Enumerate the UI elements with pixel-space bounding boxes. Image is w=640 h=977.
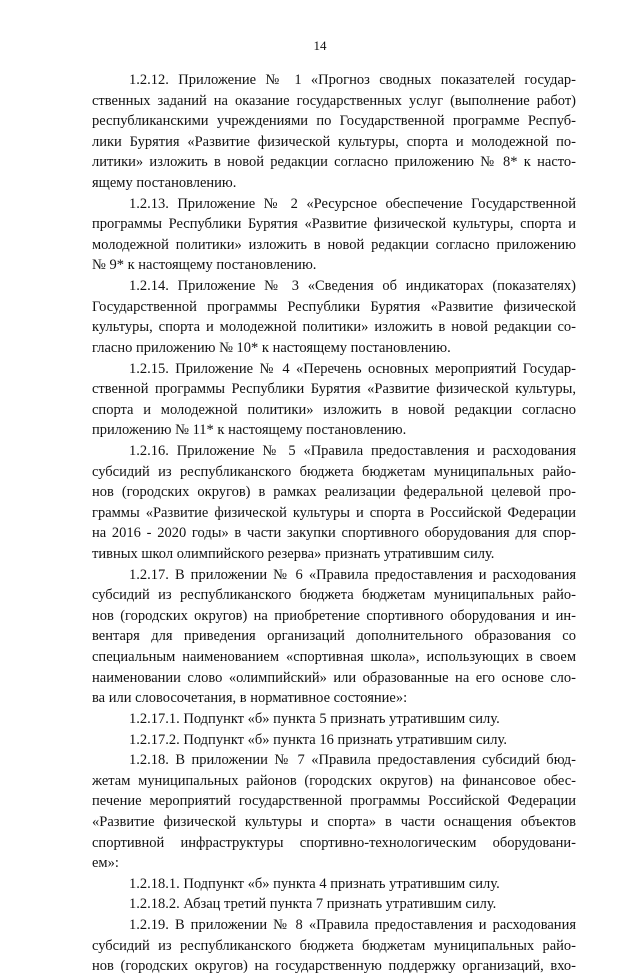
paragraph-1-2-13 bbox=[92, 194, 576, 276]
paragraph-line: лики Бурятия «Развитие физической культуры, спорта и молодежной по- bbox=[92, 133, 576, 150]
paragraph-line: печение мероприятий государственной программы Российской Федерации bbox=[92, 793, 576, 810]
paragraph-line: ем»: bbox=[92, 855, 119, 872]
paragraph-line: ящему постановлению. bbox=[92, 175, 237, 192]
paragraph-line: Государственной программы Республики Бурятия «Развитие физической bbox=[92, 298, 576, 315]
paragraph-line: 1.2.13. Приложение № 2 «Ресурсное обеспечение Государственной bbox=[129, 195, 576, 212]
paragraph-1-2-16 bbox=[92, 441, 576, 565]
paragraph-line: нов (городских округов) на государственную поддержку организаций, вхо- bbox=[92, 958, 576, 975]
paragraph-line: на 2016 - 2020 годы» в части закупки спортивного оборудования для спор- bbox=[92, 525, 576, 542]
paragraph-line: приложению № 11* к настоящему постановлению. bbox=[92, 422, 407, 439]
paragraph-1-2-12 bbox=[92, 70, 576, 194]
paragraph-line: 1.2.14. Приложение № 3 «Сведения об индикаторах (показателях) bbox=[129, 278, 576, 295]
paragraph-line: специальным наименованием «спортивная школа», использующих в своем bbox=[92, 649, 576, 666]
paragraph-line: субсидий из республиканского бюджета бюджетам муниципальных райо- bbox=[92, 463, 576, 480]
paragraph-line: № 9* к настоящему постановлению. bbox=[92, 257, 317, 274]
paragraph-line: 1.2.18.1. Подпункт «б» пункта 4 признать утратившим силу. bbox=[129, 875, 500, 892]
paragraph-1-2-17-1 bbox=[92, 709, 576, 730]
paragraph-line: 1.2.18. В приложении № 7 «Правила предоставления субсидий бюд- bbox=[129, 752, 576, 769]
paragraph-line: республиканскими учреждениями по Государственной программе Респуб- bbox=[92, 113, 576, 130]
paragraph-line: ственных заданий на оказание государственных услуг (выполнение работ) bbox=[92, 92, 576, 109]
paragraph-line: 1.2.12. Приложение № 1 «Прогноз сводных показателей государ- bbox=[129, 72, 576, 88]
paragraph-1-2-15 bbox=[92, 359, 576, 441]
document-body bbox=[92, 70, 576, 977]
paragraph-1-2-19 bbox=[92, 915, 576, 977]
paragraph-line: гласно приложению № 10* к настоящему постановлению. bbox=[92, 339, 451, 356]
page-number: 14 bbox=[313, 38, 327, 53]
paragraph-1-2-18-2 bbox=[92, 894, 576, 915]
paragraph-line: 1.2.17.2. Подпункт «б» пункта 16 признать утратившим силу. bbox=[129, 731, 507, 748]
paragraph-line: ва или словосочетания, в нормативное состояние»: bbox=[92, 690, 408, 707]
paragraph-line: нов (городских округов) на приобретение спортивного оборудования и ин- bbox=[92, 607, 576, 624]
paragraph-line: 1.2.18.2. Абзац третий пункта 7 признать утратившим силу. bbox=[129, 896, 497, 913]
paragraph-line: спортивной инфраструктуры спортивно-технологическим оборудовани- bbox=[92, 834, 576, 851]
paragraph-1-2-18-1 bbox=[92, 874, 576, 895]
paragraph-line: тивных школ олимпийского резерва» признать утратившим силу. bbox=[92, 546, 495, 563]
paragraph-line: молодежной политики» изложить в новой редакции согласно приложению bbox=[92, 236, 576, 253]
paragraph-1-2-18 bbox=[92, 750, 576, 874]
paragraph-line: нов (городских округов) в рамках реализации федеральной целевой про- bbox=[92, 484, 576, 501]
paragraph-line: 1.2.15. Приложение № 4 «Перечень основных мероприятий Государ- bbox=[129, 360, 576, 377]
paragraph-1-2-14 bbox=[92, 276, 576, 358]
paragraph-line: 1.2.17. В приложении № 6 «Правила предоставления и расходования bbox=[129, 566, 576, 583]
paragraph-1-2-17-2 bbox=[92, 730, 576, 751]
paragraph-line: спорта и молодежной политики» изложить в новой редакции согласно bbox=[92, 401, 576, 418]
paragraph-line: культуры, спорта и молодежной политики» изложить в новой редакции со- bbox=[92, 319, 576, 336]
paragraph-1-2-17 bbox=[92, 565, 576, 709]
paragraph-line: литики» изложить в новой редакции согласно приложению № 8* к насто- bbox=[92, 154, 576, 171]
paragraph-line: жетам муниципальных районов (городских округов) на финансовое обес- bbox=[92, 772, 576, 789]
paragraph-line: наименовании слово «олимпийский» или образованные на его основе сло- bbox=[92, 669, 576, 686]
paragraph-line: 1.2.19. В приложении № 8 «Правила предоставления и расходования bbox=[129, 916, 576, 933]
paragraph-line: субсидий из республиканского бюджета бюджетам муниципальных райо- bbox=[92, 587, 576, 604]
paragraph-line: программы Республики Бурятия «Развитие физической культуры, спорта и bbox=[92, 216, 576, 233]
paragraph-line: 1.2.17.1. Подпункт «б» пункта 5 признать утратившим силу. bbox=[129, 710, 500, 727]
paragraph-line: граммы «Развитие физической культуры и спорта в Российской Федерации bbox=[92, 504, 576, 521]
paragraph-line: вентаря для приведения организаций дополнительного образования со bbox=[92, 628, 576, 645]
paragraph-line: 1.2.16. Приложение № 5 «Правила предоставления и расходования bbox=[129, 442, 576, 459]
paragraph-line: «Развитие физической культуры и спорта» в части оснащения объектов bbox=[92, 813, 576, 830]
paragraph-line: ственной программы Республики Бурятия «Развитие физической культуры, bbox=[92, 381, 576, 398]
paragraph-line: субсидий из республиканского бюджета бюджетам муниципальных райо- bbox=[92, 937, 576, 954]
